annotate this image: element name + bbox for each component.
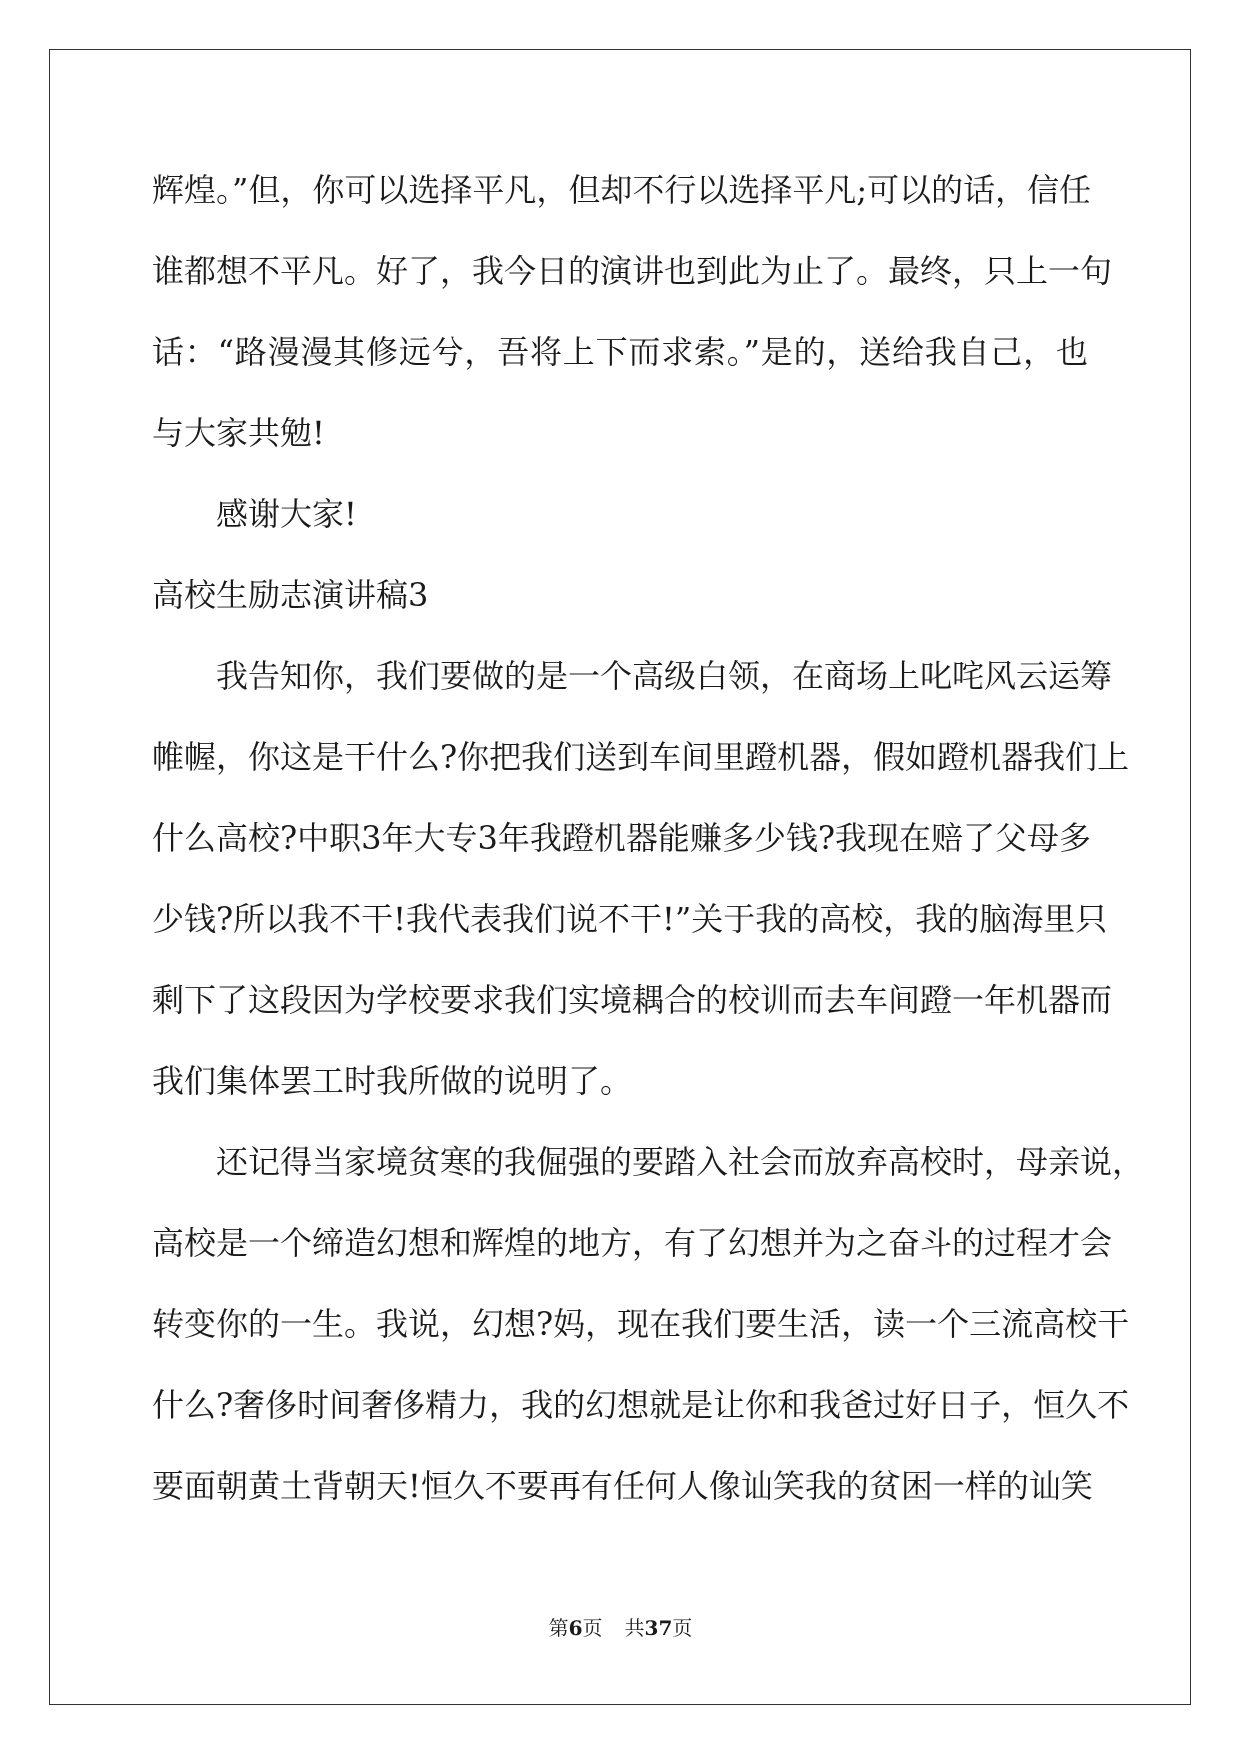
- page-prefix: 第: [548, 1616, 569, 1640]
- section-title: 高校生励志演讲稿3: [152, 576, 429, 614]
- page-number: 6: [568, 1616, 583, 1640]
- page-suffix: 页: [582, 1616, 603, 1640]
- page-border: [49, 49, 1191, 1705]
- text-line: 什么高校?中职3年大专3年我蹬机器能赚多少钱?我现在赔了父母多: [152, 819, 1092, 857]
- total-pages: 37: [644, 1616, 673, 1640]
- text-line: 还记得当家境贫寒的我倔强的要踏入社会而放弃高校时，母亲说，: [216, 1143, 1145, 1181]
- text-line: 辉煌。”但，你可以选择平凡，但却不行以选择平凡;可以的话，信任: [152, 171, 1092, 209]
- text-line: 我们集体罢工时我所做的说明了。: [152, 1062, 633, 1100]
- text-line: 我告知你，我们要做的是一个高级白领，在商场上叱咤风云运筹: [216, 657, 1113, 695]
- text-line: 剩下了这段因为学校要求我们实境耦合的校训而去车间蹬一年机器而: [152, 981, 1113, 1019]
- closing-line: 感谢大家!: [216, 495, 357, 533]
- page-footer: [0, 1616, 1241, 1640]
- text-line: 与大家共勉!: [152, 414, 325, 452]
- text-line: 要面朝黄土背朝天!恒久不要再有任何人像讪笑我的贫困一样的讪笑: [152, 1467, 1093, 1505]
- text-line: 少钱?所以我不干!我代表我们说不干!”关于我的高校，我的脑海里只: [152, 900, 1108, 938]
- text-line: 帷幄，你这是干什么?你把我们送到车间里蹬机器，假如蹬机器我们上: [152, 738, 1130, 776]
- text-line: 谁都想不平凡。好了，我今日的演讲也到此为止了。最终，只上一句: [152, 252, 1113, 290]
- text-line: 话：“路漫漫其修远兮，吾将上下而求索。”是的，送给我自己，也: [152, 333, 1088, 371]
- text-line: 高校是一个缔造幻想和辉煌的地方，有了幻想并为之奋斗的过程才会: [152, 1224, 1113, 1262]
- text-line: 什么?奢侈时间奢侈精力，我的幻想就是让你和我爸过好日子，恒久不: [152, 1386, 1130, 1424]
- total-prefix: 共: [624, 1616, 645, 1640]
- total-suffix: 页: [672, 1616, 693, 1640]
- text-line: 转变你的一生。我说，幻想?妈，现在我们要生活，读一个三流高校干: [152, 1305, 1130, 1343]
